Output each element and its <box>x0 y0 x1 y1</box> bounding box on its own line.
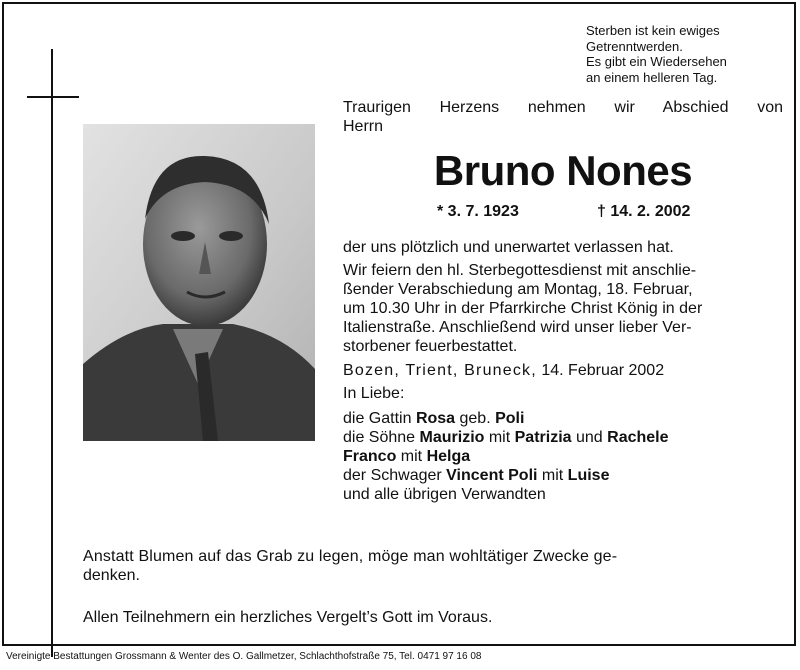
place-names: Bozen, Trient, Bruneck, <box>343 362 537 379</box>
service-line: Wir feiern den hl. Sterbegottesdienst mit anschlie- <box>343 262 697 279</box>
family-member-name: Rosa <box>415 410 456 427</box>
service-paragraph <box>343 261 783 356</box>
cross-icon-vertical <box>51 49 53 657</box>
thanks-line: Allen Teilnehmern ein herzliches Vergelt’s Gott im Voraus. <box>83 609 493 626</box>
cross-icon-horizontal <box>27 96 79 98</box>
portrait-image <box>83 124 315 441</box>
motto-line: Es gibt ein Wiedersehen <box>586 54 727 69</box>
family-text: mit <box>484 429 515 446</box>
place-date: 14. Februar 2002 <box>536 362 665 379</box>
family-member-name: Patrizia <box>514 429 572 446</box>
death-date: † 14. 2. 2002 <box>597 203 691 220</box>
intro-line: Herrn <box>343 118 384 135</box>
family-text: die Söhne <box>343 429 420 446</box>
family-sons <box>343 428 783 447</box>
service-line: Italienstraße. Anschließend wird unser lieber Ver- <box>343 319 692 336</box>
family-member-name: Helga <box>426 448 471 465</box>
family-sons-cont <box>343 447 783 466</box>
family-brother <box>343 466 783 485</box>
family-text: geb. <box>455 410 496 427</box>
intro-line: Traurigen Herzens nehmen wir Abschied von <box>343 99 783 116</box>
family-text: die Gattin <box>343 410 416 427</box>
funeral-home-footer: Vereinigte Bestattungen Grossmann & Wenter des O. Gallmetzer, Schlachthofstraße 75, Tel. 0471 97 16 08 <box>6 651 482 662</box>
service-line: ßender Verabschiedung am Montag, 18. Februar, <box>343 281 693 298</box>
notice-body <box>343 238 783 504</box>
portrait-photo <box>83 124 315 441</box>
flowers-line: denken. <box>83 567 140 584</box>
deceased-name: Bruno Nones <box>433 147 693 194</box>
family-member-name: Vincent Poli <box>446 467 538 484</box>
family-member-name: Poli <box>495 410 525 427</box>
family-text: der Schwager <box>343 467 447 484</box>
flowers-request <box>83 547 783 585</box>
family-text: mit <box>537 467 568 484</box>
family-member-name: Luise <box>567 467 610 484</box>
family-others: und alle übrigen Verwandten <box>343 486 546 503</box>
family-text: und <box>571 429 608 446</box>
service-line: storbener feuerbestattet. <box>343 338 518 355</box>
place-date-line <box>343 361 783 380</box>
sudden-line: der uns plötzlich und unerwartet verlassen hat. <box>343 239 674 256</box>
service-line: um 10.30 Uhr in der Pfarrkirche Christ König in der <box>343 300 703 317</box>
birth-date: * 3. 7. 1923 <box>437 203 519 220</box>
in-liebe-label: In Liebe: <box>343 385 405 402</box>
motto-quote <box>586 23 786 85</box>
family-member-name: Rachele <box>607 429 669 446</box>
motto-line: an einem helleren Tag. <box>586 69 718 85</box>
family-member-name: Franco <box>343 448 397 465</box>
motto-line: Getrenntwerden. <box>586 38 683 54</box>
family-member-name: Maurizio <box>419 429 485 446</box>
family-wife <box>343 409 783 428</box>
intro-text <box>343 98 783 136</box>
family-text: mit <box>396 448 427 465</box>
flowers-line: Anstatt Blumen auf das Grab zu legen, möge man wohltätiger Zwecke ge- <box>83 548 618 565</box>
family-list <box>343 409 783 504</box>
motto-line: Sterben ist kein ewiges <box>586 23 720 38</box>
